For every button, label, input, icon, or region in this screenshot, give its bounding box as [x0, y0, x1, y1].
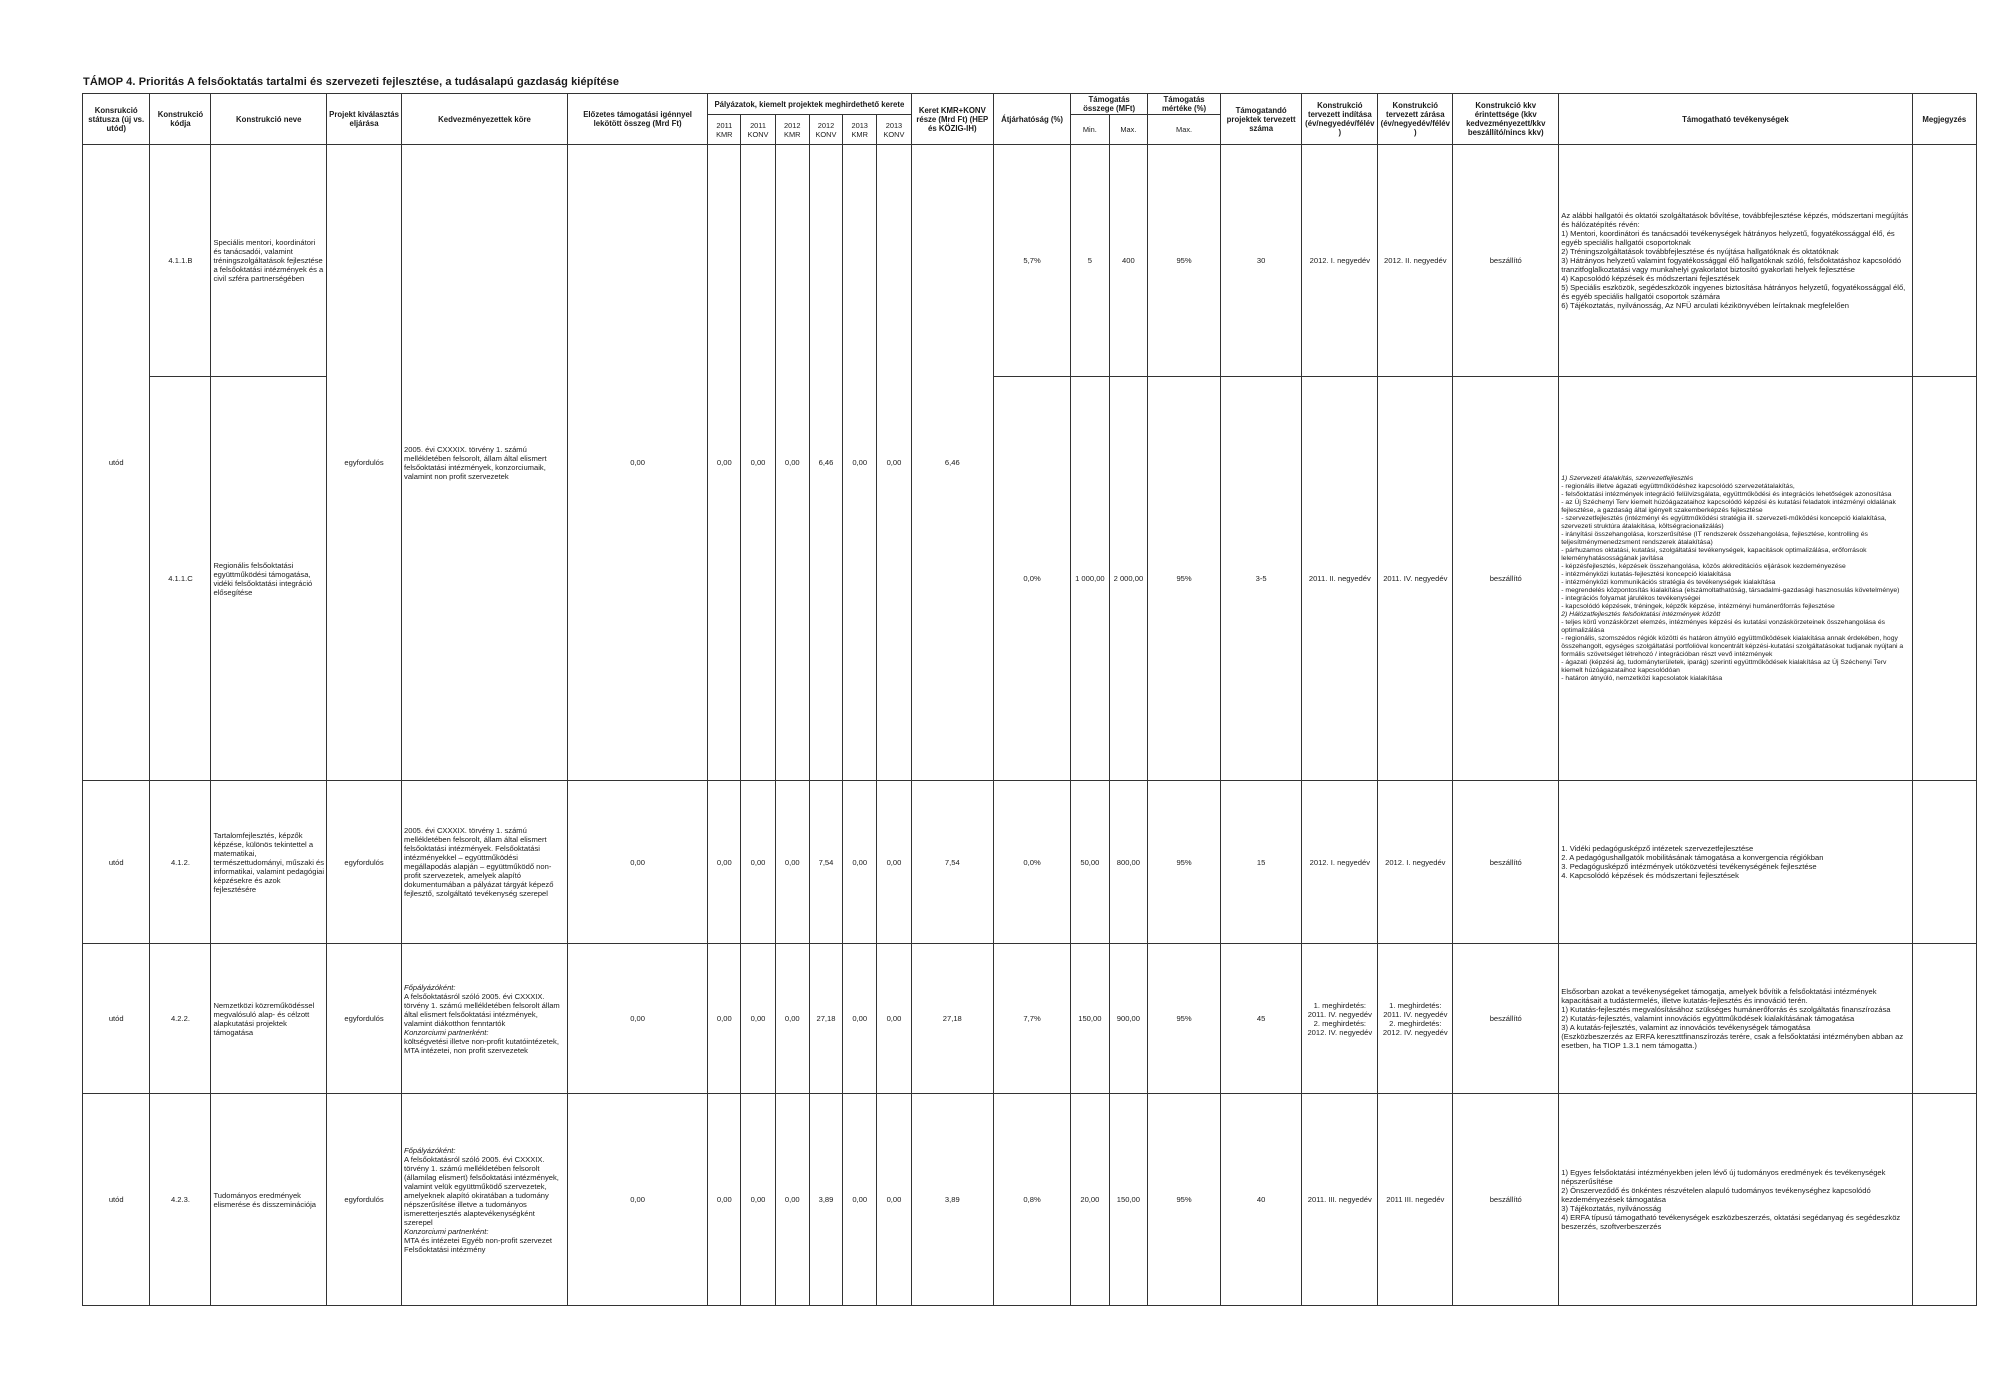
cell-megjegyzes — [1912, 781, 1976, 944]
header-max-pct: Max. — [1148, 115, 1221, 145]
cell-statusz: utód — [83, 145, 150, 781]
cell-kor: 2005. évi CXXXIX. törvény 1. számú mellékletében felsorolt, állam által elismert felsőoktatási intézmények. Felsőoktatási intézményekkel – együttműködési megállapodás alapján – együttműködő non-profit szervezetek, amelyek alapító dokumentumában a pályázat tárgyát képező fejlesztő, szolgáltató tevékenység szerepel — [402, 781, 568, 944]
cell-max: 400 — [1109, 145, 1148, 377]
cell-nev: Speciális mentori, koordinátori és tanácsadói, valamint tréningszolgáltatások fejlesztése a felsőoktatási intézmények és a civil szféra partnerségében — [211, 145, 327, 377]
header-nev: Konstrukció neve — [211, 94, 327, 145]
header-tamogatas-osszege: Támogatás összege (MFt) — [1071, 94, 1148, 115]
header-kod: Konstrukció kódja — [150, 94, 211, 145]
header-eljaras: Projekt kiválasztás eljárása — [327, 94, 402, 145]
cell-atjarhatosag: 5,7% — [994, 145, 1071, 377]
cell-tevekenysegek: 1) Egyes felsőoktatási intézményekben jelen lévő új tudományos eredmények és tevékenységek népszerűsítése 2) Önszerveződő és önkéntes részvételen alapuló tudományos tevékenységhez kapcsolódó kezdeményezések támogatása 3) Tájékoztatás, nyilvánosság 4) ERFA típusú támogatható tevékenységek eszközbeszerzés, oktatási segédanyag és segédeszköz beszerzés, szoftverbeszerzés — [1559, 1094, 1912, 1306]
constructions-table — [82, 93, 1977, 1306]
cell-inditasa: 2012. I. negyedév — [1302, 781, 1378, 944]
cell-kor: Főpályázóként: A felsőoktatásról szóló 2005. évi CXXXIX. törvény 1. számú mellékletében felsorolt állam által elismert felsőoktatási intézmények, valamint diákotthon fenntartók Konzorciumi partnerként: költségvetési illetve non-profit kutatóintézetek, MTA intézetei, non profit szervezetek — [402, 944, 568, 1094]
cell-value: 0,00 — [708, 781, 741, 944]
cell-min: 50,00 — [1071, 781, 1110, 944]
cell-value: 6,46 — [809, 145, 842, 781]
table-row — [83, 1094, 1977, 1306]
cell-value: 0,00 — [843, 944, 877, 1094]
cell-projektek: 15 — [1220, 781, 1301, 944]
cell-statusz: utód — [83, 781, 150, 944]
header-zarasa: Konstrukció tervezett zárása (év/negyedév/félév) — [1378, 94, 1453, 145]
cell-eljaras: egyfordulós — [327, 145, 402, 781]
cell-value: 0,00 — [741, 145, 775, 781]
cell-zarasa: 2011 III. negedév — [1378, 1094, 1453, 1306]
cell-max: 900,00 — [1109, 944, 1148, 1094]
header-megjegyzes: Megjegyzés — [1912, 94, 1976, 145]
cell-value: 0,00 — [775, 1094, 809, 1306]
cell-statusz: utód — [83, 944, 150, 1094]
cell-kor: Főpályázóként: A felsőoktatásról szóló 2005. évi CXXXIX. törvény 1. számú mellékletében felsorolt (államilag elismert) felsőoktatási intézmények, valamint velük együttműködő szervezetek, amelyeknek alapító okiratában a tudomány népszerűsítése illetve a tudományos ismeretterjesztés alaptevékenységként szerepel Konzorciumi partnerként: MTA és intézetei Egyéb non-profit szervezet Felsőoktatási intézmény — [402, 1094, 568, 1306]
cell-projektek: 3-5 — [1220, 377, 1301, 781]
header-tamogatas-merteke: Támogatás mértéke (%) — [1148, 94, 1221, 115]
cell-nev: Tudományos eredmények elismerése és disszeminációja — [211, 1094, 327, 1306]
cell-min: 1 000,00 — [1071, 377, 1110, 781]
cell-value: 0,00 — [741, 1094, 775, 1306]
cell-value: 7,54 — [809, 781, 842, 944]
cell-elozetes: 0,00 — [567, 944, 707, 1094]
cell-projektek: 45 — [1220, 944, 1301, 1094]
cell-inditasa: 2012. I. negyedév — [1302, 145, 1378, 377]
header-kkv: Konstrukció kkv érintettsége (kkv kedvezményezett/kkv beszállító/nincs kkv) — [1453, 94, 1559, 145]
cell-eljaras: egyfordulós — [327, 781, 402, 944]
cell-projektek: 30 — [1220, 145, 1301, 377]
header-elozetes: Előzetes támogatási igénnyel lekötött összeg (Mrd Ft) — [567, 94, 707, 145]
header-min: Min. — [1071, 115, 1110, 145]
cell-value: 0,00 — [708, 1094, 741, 1306]
header-projektek-szama: Támogatandó projektek tervezett száma — [1220, 94, 1301, 145]
header-year: 2011 KMR — [708, 115, 741, 145]
cell-eljaras: egyfordulós — [327, 944, 402, 1094]
cell-nev: Tartalomfejlesztés, képzők képzése, különös tekintettel a matematikai, természettudományi, műszaki és informatikai, valamint pedagógiai képzésekre és azok fejlesztésére — [211, 781, 327, 944]
cell-kkv: beszállító — [1453, 944, 1559, 1094]
cell-megjegyzes — [1912, 944, 1976, 1094]
cell-atjarhatosag: 0,0% — [994, 377, 1071, 781]
header-max: Max. — [1109, 115, 1148, 145]
header-year: 2012 KONV — [809, 115, 842, 145]
cell-projektek: 40 — [1220, 1094, 1301, 1306]
cell-kkv: beszállító — [1453, 1094, 1559, 1306]
cell-kor: 2005. évi CXXXIX. törvény 1. számú mellékletében felsorolt, állam által elismert felsőoktatási intézmények, konzorciumaik, valamint non profit szervezetek — [402, 145, 568, 781]
cell-atjarhatosag: 0,0% — [994, 781, 1071, 944]
cell-value: 0,00 — [877, 781, 911, 944]
cell-elozetes: 0,00 — [567, 145, 707, 781]
cell-value: 0,00 — [741, 944, 775, 1094]
cell-atjarhatosag: 0,8% — [994, 1094, 1071, 1306]
cell-value: 0,00 — [843, 145, 877, 781]
cell-value: 0,00 — [877, 145, 911, 781]
cell-tevekenysegek: 1. Vidéki pedagógusképző intézetek szervezetfejlesztése 2. A pedagógushallgatók mobilitásának támogatása a konvergencia régiókban 3. Pedagógusképző intézmények utóközvetési tevékenységének fejlesztése 4. Kapcsolódó képzések és módszertani fejlesztések — [1559, 781, 1912, 944]
cell-value: 27,18 — [809, 944, 842, 1094]
header-year: 2013 KONV — [877, 115, 911, 145]
cell-value: 0,00 — [775, 944, 809, 1094]
cell-min: 150,00 — [1071, 944, 1110, 1094]
cell-kod: 4.1.1.B — [150, 145, 211, 377]
header-palyazatok: Pályázatok, kiemelt projektek meghirdethető kerete — [708, 94, 911, 115]
table-row — [83, 781, 1977, 944]
cell-value: 0,00 — [708, 944, 741, 1094]
cell-max: 800,00 — [1109, 781, 1148, 944]
cell-value: 0,00 — [843, 1094, 877, 1306]
header-keret: Keret KMR+KONV része (Mrd Ft) (HEP és KÖZIG-IH) — [911, 94, 993, 145]
cell-value: 0,00 — [775, 781, 809, 944]
cell-inditasa: 2011. II. negyedév — [1302, 377, 1378, 781]
cell-zarasa: 2011. IV. negyedév — [1378, 377, 1453, 781]
table-row — [83, 145, 1977, 377]
cell-zarasa: 2012. II. negyedév — [1378, 145, 1453, 377]
cell-max: 150,00 — [1109, 1094, 1148, 1306]
header-year: 2011 KONV — [741, 115, 775, 145]
cell-tevekenysegek: Az alábbi hallgatói és oktatói szolgáltatások bővítése, továbbfejlesztése képzés, módszertani megújítás és hálózatépítés révén: 1) Mentori, koordinátori és tanácsadói tevékenységek hátrányos helyzetű, fogyatékossággal élő, és egyéb speciális hallgatói csoportoknak 2) Tréningszolgáltatások továbbfejlesztése és nyújtása hallgatóknak és oktatóknak 3) Hátrányos helyzetű valamint fogyatékossággal élő hallgatóknak szóló, felsőoktatáshoz kapcsolódó tranzitfoglalkoztatási vagy munkahelyi gyakorlatot biztosító gyakorlati helyek fejlesztése 4) Kapcsolódó képzések és módszertani fejlesztések 5) Speciális eszközök, segédeszközök ingyenes biztosítása hátrányos helyzetű, fogyatékossággal élő, és egyéb speciális hallgatói csoportok számára 6) Tájékoztatás, nyilvánosság, Az NFÜ arculati kézikönyvében leírtaknak megfelelően — [1559, 145, 1912, 377]
cell-nev: Regionális felsőoktatási együttműködési támogatása, vidéki felsőoktatási integráció elősegítése — [211, 377, 327, 781]
cell-merteke: 95% — [1148, 145, 1221, 377]
cell-kod: 4.2.3. — [150, 1094, 211, 1306]
cell-megjegyzes — [1912, 1094, 1976, 1306]
cell-nev: Nemzetközi közreműködéssel megvalósuló alap- és célzott alapkutatási projektek támogatása — [211, 944, 327, 1094]
cell-min: 20,00 — [1071, 1094, 1110, 1306]
cell-kod: 4.2.2. — [150, 944, 211, 1094]
cell-merteke: 95% — [1148, 1094, 1221, 1306]
cell-merteke: 95% — [1148, 944, 1221, 1094]
cell-atjarhatosag: 7,7% — [994, 944, 1071, 1094]
header-atjarhatosag: Átjárhatóság (%) — [994, 94, 1071, 145]
page-title: TÁMOP 4. Prioritás A felsőoktatás tartalmi és szervezeti fejlesztése, a tudásalapú gazdaság kiépítése — [83, 76, 620, 88]
cell-keret: 6,46 — [911, 145, 993, 781]
cell-value: 0,00 — [775, 145, 809, 781]
cell-kod: 4.1.2. — [150, 781, 211, 944]
cell-elozetes: 0,00 — [567, 781, 707, 944]
cell-kkv: beszállító — [1453, 377, 1559, 781]
cell-keret: 7,54 — [911, 781, 993, 944]
header-tevekenysegek: Támogatható tevékenységek — [1559, 94, 1912, 145]
cell-merteke: 95% — [1148, 377, 1221, 781]
cell-merteke: 95% — [1148, 781, 1221, 944]
cell-kkv: beszállító — [1453, 145, 1559, 377]
cell-value: 3,89 — [809, 1094, 842, 1306]
cell-kkv: beszállító — [1453, 781, 1559, 944]
cell-tevekenysegek: Elsősorban azokat a tevékenységeket támogatja, amelyek bővítik a felsőoktatási intézmények kapacitásait a tudástermelés, illetve kutatás-fejlesztés és innováció terén. 1) Kutatás-fejlesztés megvalósításához szükséges humánerőforrás és szolgáltatás finanszírozása 2) Kutatás-fejlesztés, valamint innovációs együttműködések kialakításának támogatása 3) A kutatás-fejlesztés, valamint az innovációs tevékenységek támogatása (Eszközbeszerzés az ERFA kereszttfinanszírozás terére, csak a felsőoktatási intézményben abban az esetben, ha TIOP 1.3.1 nem támogatta.) — [1559, 944, 1912, 1094]
header-kor: Kedvezményezettek köre — [402, 94, 568, 145]
cell-tevekenysegek: 1) Szervezeti átalakítás, szervezetfejlesztés - regionális illetve ágazati együttműködéshez kapcsolódó szervezetátalakítás, - felsőoktatási intézmények integráció felülvizsgálata, együttműködési és integrációs lehetőségek azonosítása - az Új Széchenyi Terv kiemelt húzóágazataihoz kapcsolódó képzési és kutatási feladatok intézményi oldalának fejlesztése, a gazdaság által igényelt szakemberképzés fejlesztése - szervezetfejlesztés (intézményi és együttműködési stratégia ill. szervezeti-működési koncepció kialakítása, szervezeti struktúra átalakítása, költségracionalizálás) - irányítási összehangolása, korszerűsítése (IT rendszerek összehangolása, fejlesztése, kontrolling és teljesítménymenedzsment rendszerek átalakítása) - párhuzamos oktatási, kutatási, szolgáltatási tevékenységek, kapacitások optimalizálása, erőforrások leleményhatásosságának javítása - képzésfejlesztés, képzések összehangolása, közös akkreditációs eljárások kezdeményezése - intézményközi kutatás-fejlesztési koncepció kialakítása - intézményközi kommunikációs stratégia és tevékenységek kialakítása - megrendelés központosítás kialakítása (elszámoltathatóság, társadalmi-gazdasági hasznosulás követelménye) - integrációs folyamat járulékos tevékenységei - kapcsolódó képzések, tréningek, képzők képzése, intézményi humánerőforrás fejlesztése 2) Hálózatfejlesztés felsőoktatási intézmények között - teljes körű vonzáskörzet elemzés, intézményes képzési és kutatási vonzáskörzeteinek összehangolása és optimalizálása - regionális, szomszédos régiók közötti és határon átnyúló együttműködések kialakítása annak érdekében, hogy összehangolt, egységes szolgáltatási portfolióval koncentrált képzési-kutatási szolgáltatásokat tudjanak nyújtani a formális szövetséget létrehozó / integrációban részt vevő intézmények - ágazati (képzési ág, tudományterületek, iparág) szerinti együttműködések kialakítása az Új Széchenyi Terv kiemelt húzóágazataihoz kapcsolódóan - határon átnyúló, nemzetközi kapcsolatok kialakítása — [1559, 377, 1912, 781]
cell-keret: 3,89 — [911, 1094, 993, 1306]
cell-min: 5 — [1071, 145, 1110, 377]
cell-megjegyzes — [1912, 145, 1976, 377]
cell-eljaras: egyfordulós — [327, 1094, 402, 1306]
header-inditasa: Konstrukció tervezett indítása (év/negyedév/félév) — [1302, 94, 1378, 145]
cell-elozetes: 0,00 — [567, 1094, 707, 1306]
cell-megjegyzes — [1912, 377, 1976, 781]
cell-value: 0,00 — [708, 145, 741, 781]
cell-zarasa: 1. meghirdetés: 2011. IV. negyedév 2. meghirdetés: 2012. IV. negyedév — [1378, 944, 1453, 1094]
table-row — [83, 944, 1977, 1094]
header-year: 2012 KMR — [775, 115, 809, 145]
cell-max: 2 000,00 — [1109, 377, 1148, 781]
header-year: 2013 KMR — [843, 115, 877, 145]
cell-inditasa: 2011. III. negyedév — [1302, 1094, 1378, 1306]
header-statusz: Konsrukció státusza (új vs. utód) — [83, 94, 150, 145]
cell-value: 0,00 — [877, 1094, 911, 1306]
cell-kod: 4.1.1.C — [150, 377, 211, 781]
cell-zarasa: 2012. I. negyedév — [1378, 781, 1453, 944]
cell-value: 0,00 — [741, 781, 775, 944]
cell-statusz: utód — [83, 1094, 150, 1306]
cell-value: 0,00 — [843, 781, 877, 944]
cell-keret: 27,18 — [911, 944, 993, 1094]
cell-value: 0,00 — [877, 944, 911, 1094]
cell-inditasa: 1. meghirdetés: 2011. IV. negyedév 2. meghirdetés: 2012. IV. negyedév — [1302, 944, 1378, 1094]
